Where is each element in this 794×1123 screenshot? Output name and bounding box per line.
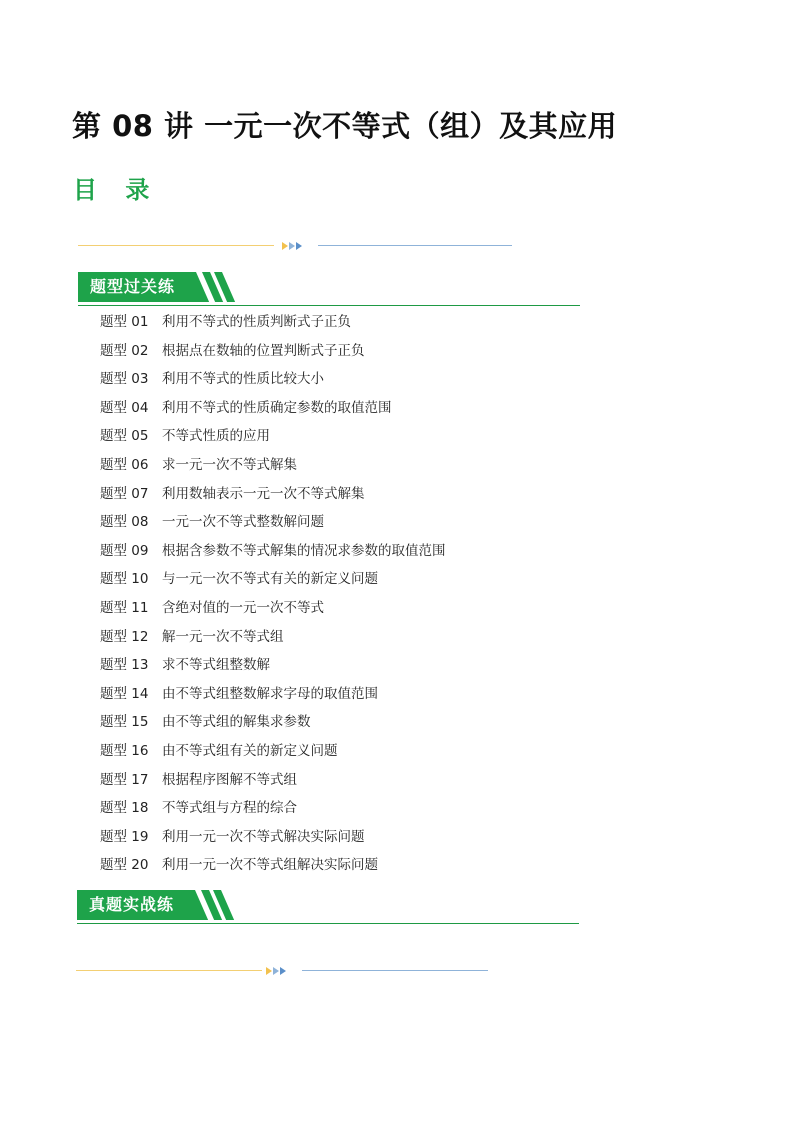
topic-number: 题型 20 <box>100 857 149 874</box>
topic-text: 根据点在数轴的位置判断式子正负 <box>162 342 365 359</box>
topic-text: 利用一元一次不等式组解决实际问题 <box>162 857 378 874</box>
topic-text: 由不等式组的解集求参数 <box>162 714 311 731</box>
topic-number: 题型 04 <box>100 399 149 416</box>
topic-number: 题型 01 <box>100 314 149 330</box>
topic-text: 不等式性质的应用 <box>162 428 270 445</box>
topic-text: 求不等式组整数解 <box>162 657 270 674</box>
topic-item[interactable] <box>100 455 580 484</box>
topic-number: 题型 07 <box>100 485 149 502</box>
document-title: 第 08 讲 一元一次不等式（组）及其应用 <box>72 109 618 143</box>
topic-text: 解一元一次不等式组 <box>162 628 284 645</box>
topic-item[interactable] <box>100 655 580 684</box>
topic-number: 题型 08 <box>100 514 149 531</box>
topic-text: 与一元一次不等式有关的新定义问题 <box>162 571 378 588</box>
topic-item[interactable] <box>100 341 580 370</box>
topic-number: 题型 13 <box>100 657 149 674</box>
topic-item[interactable] <box>100 627 580 656</box>
topic-text: 利用数轴表示一元一次不等式解集 <box>162 485 365 502</box>
topic-text: 根据含参数不等式解集的情况求参数的取值范围 <box>162 542 446 559</box>
topic-item[interactable] <box>100 512 580 541</box>
topic-number: 题型 03 <box>100 371 149 388</box>
topic-item[interactable] <box>100 855 580 884</box>
topic-number: 题型 18 <box>100 800 149 817</box>
triple-arrow-icon <box>266 967 290 975</box>
topic-number: 题型 11 <box>100 599 149 616</box>
topic-number: 题型 10 <box>100 571 149 588</box>
topic-item[interactable] <box>100 426 580 455</box>
topic-item[interactable] <box>100 712 580 741</box>
topic-text: 利用不等式的性质确定参数的取值范围 <box>162 399 392 416</box>
topic-number: 题型 12 <box>100 628 149 645</box>
topic-item[interactable] <box>100 770 580 799</box>
topic-list <box>100 312 580 884</box>
topic-item[interactable] <box>100 569 580 598</box>
topic-item[interactable] <box>100 398 580 427</box>
topic-text: 根据程序图解不等式组 <box>162 771 297 788</box>
section-label-exam: 真题实战练 <box>89 895 175 914</box>
topic-number: 题型 05 <box>100 428 149 445</box>
topic-text: 利用不等式的性质比较大小 <box>162 371 324 388</box>
section-banner-exam <box>77 888 579 924</box>
bottom-divider <box>76 967 488 975</box>
topic-number: 题型 16 <box>100 742 149 759</box>
section-label-practice: 题型过关练 <box>90 277 176 296</box>
topic-text: 由不等式组有关的新定义问题 <box>162 742 338 759</box>
topic-number: 题型 09 <box>100 542 149 559</box>
topic-number: 题型 17 <box>100 771 149 788</box>
topic-item[interactable] <box>100 798 580 827</box>
topic-item[interactable] <box>100 369 580 398</box>
topic-number: 题型 02 <box>100 342 149 359</box>
section-banner-practice <box>78 270 580 306</box>
topic-text: 不等式组与方程的综合 <box>162 800 297 817</box>
topic-text: 利用不等式的性质判断式子正负 <box>162 314 351 330</box>
topic-item[interactable] <box>100 541 580 570</box>
topic-item[interactable] <box>100 741 580 770</box>
topic-number: 题型 19 <box>100 828 149 845</box>
top-divider <box>78 242 512 250</box>
topic-item[interactable] <box>100 312 580 341</box>
topic-text: 由不等式组整数解求字母的取值范围 <box>162 685 378 702</box>
topic-item[interactable] <box>100 827 580 856</box>
topic-text: 利用一元一次不等式解决实际问题 <box>162 828 365 845</box>
triple-arrow-icon <box>282 242 306 250</box>
topic-number: 题型 06 <box>100 456 149 473</box>
topic-number: 题型 14 <box>100 685 149 702</box>
topic-item[interactable] <box>100 484 580 513</box>
topic-item[interactable] <box>100 684 580 713</box>
topic-text: 一元一次不等式整数解问题 <box>162 514 324 531</box>
topic-item[interactable] <box>100 598 580 627</box>
topic-number: 题型 15 <box>100 714 149 731</box>
topic-text: 求一元一次不等式解集 <box>162 456 297 473</box>
toc-heading: 目 录 <box>73 176 160 204</box>
topic-text: 含绝对值的一元一次不等式 <box>162 599 324 616</box>
